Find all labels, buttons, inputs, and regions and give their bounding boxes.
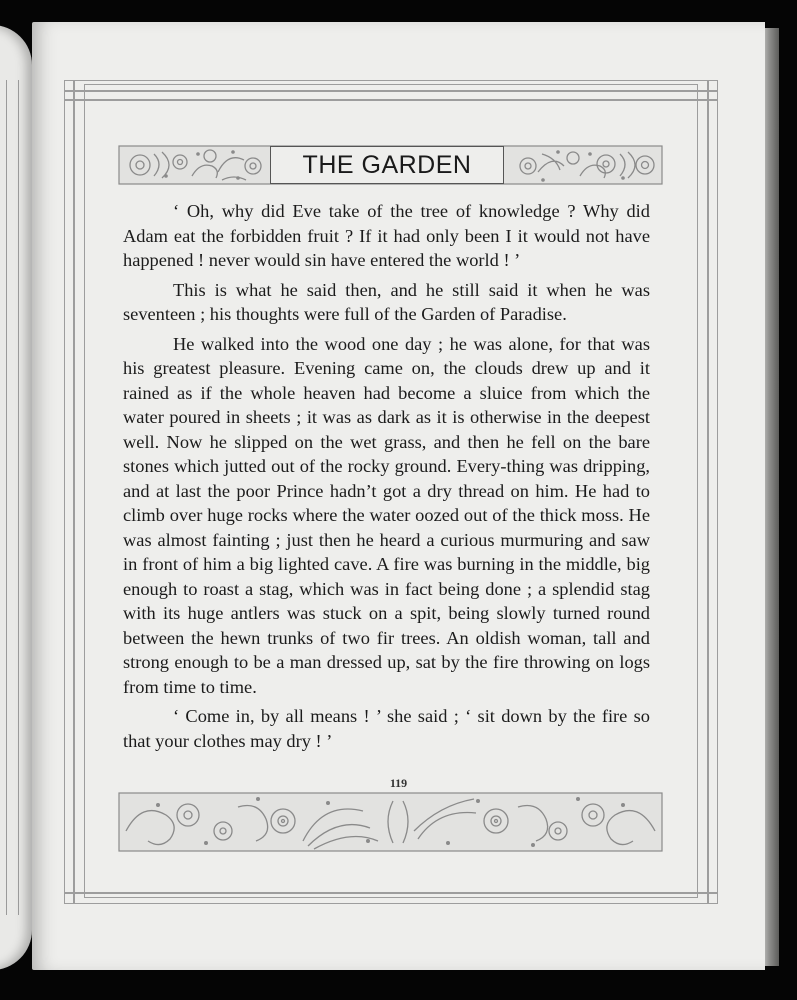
paragraph: ‘ Oh, why did Eve take of the tree of knowledge ? Why did Adam eat the forbidden fruit ? If it had only been I it would not have happened ! never would sin have entered the world ! ’ xyxy=(123,201,650,270)
page-title: THE GARDEN xyxy=(302,150,472,179)
paragraph: This is what he said then, and he still said it when he was seventeen ; his thoughts were full of the Garden of Paradise. xyxy=(123,279,650,324)
page-number: 119 xyxy=(389,776,408,790)
frame-line xyxy=(64,99,718,101)
title-ornament-band xyxy=(118,142,663,188)
floral-tailpiece-icon xyxy=(118,791,663,853)
story-text xyxy=(123,199,650,758)
book-page-edges xyxy=(763,28,779,966)
facing-page-edge xyxy=(0,25,32,970)
frame-line xyxy=(64,892,718,894)
title-box xyxy=(270,146,504,184)
bottom-ornament-band xyxy=(118,791,663,853)
paragraph: ‘ Come in, by all means ! ’ she said ; ‘ sit down by the fire so that your clothes may dry ! ’ xyxy=(123,706,650,751)
frame-line xyxy=(64,90,718,92)
paragraph: He walked into the wood one day ; he was alone, for that was his greatest pleasure. Evening came on, the clouds drew up and it rained as if the whole heaven had become a sluice from which the water poured in sheets ; it was as dark as it is otherwise in the deepest well. Now he slipped on the wet grass, and then he fell on the bare stones which jutted out of the rocky ground. Every-thing was dripping, and at last the poor Prince hadn’t got a dry thread on him. He had to climb over huge rocks where the water oozed out of the thick moss. He was almost fainting ; just then he heard a curious murmuring and saw in front of him a big lighted cave. A fire was burning in the middle, big enough to roast a stag, which was in fact being done ; a splendid stag with its huge antlers was stuck on a spit, being slowly turned round between the hewn trunks of two fir trees. An oldish woman, tall and strong enough to be a man dressed up, sat by the fire throwing on logs from time to time. xyxy=(123,333,650,697)
